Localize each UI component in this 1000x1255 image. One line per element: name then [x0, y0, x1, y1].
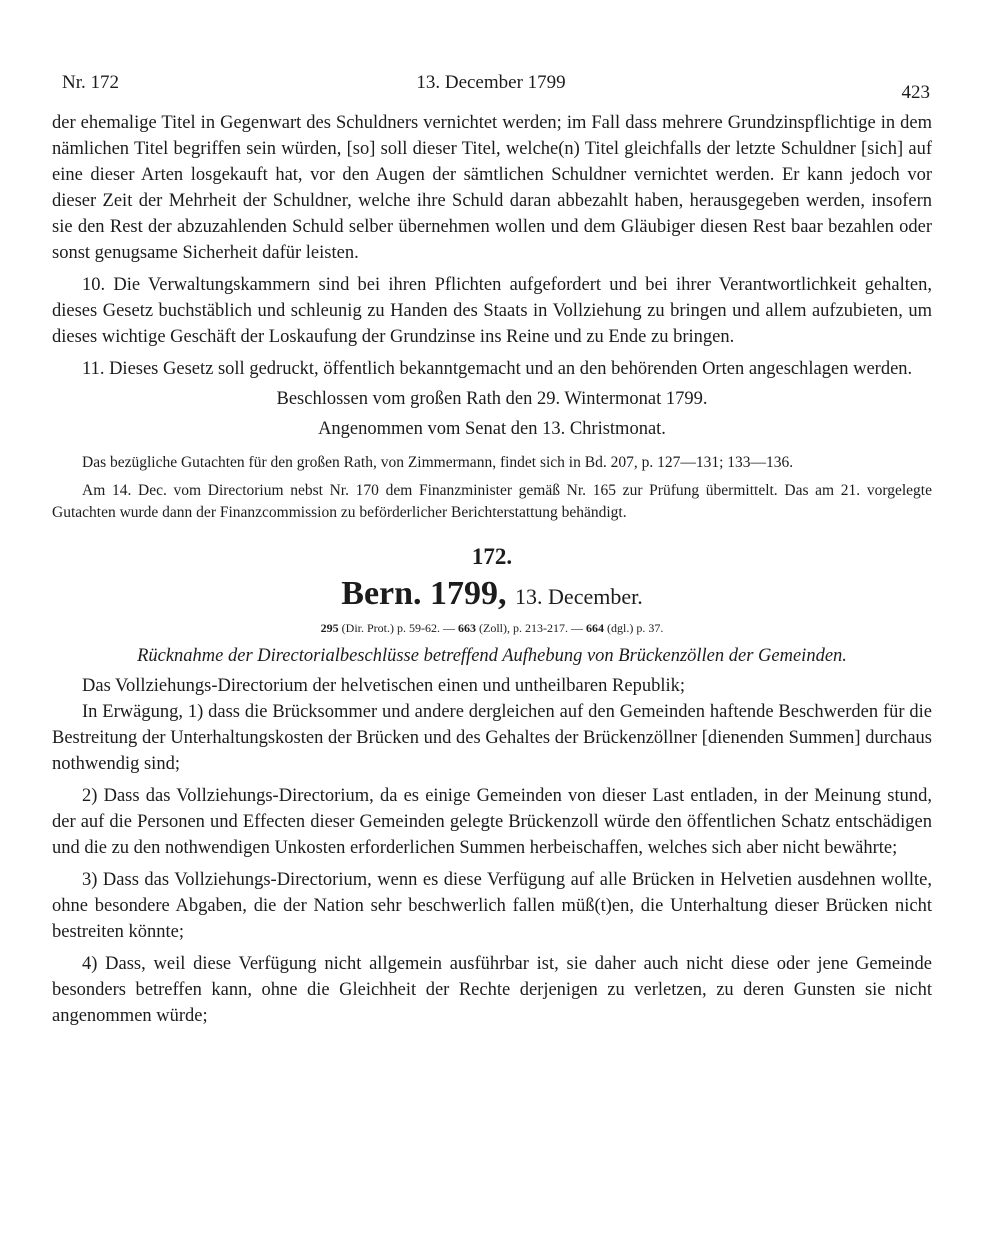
ref-1-text: (Dir. Prot.) p. 59-62. — — [338, 621, 458, 635]
section-number: 172. — [471, 544, 513, 569]
ref-1-number: 295 — [320, 621, 339, 635]
paragraph-continuation: der ehemalige Titel in Gegenwart des Schuldners vernichtet werden; im Fall dass mehrere Grundzinspflichtige in dem nämlichen Titel begriffen sein würden, [so] soll dieser Titel, welche(n) Titel gleichfalls der letzte Schuldner [sich] auf eine dieser Arten losgekauft hat, vor den Augen der sämtlichen Schuldner vernichtet werden. Er kann jedoch vor dieser Zeit der Mehrheit der Schuldner, welche ihre Schuld daran abbezahlt haben, herausgegeben werden, insofern sie den Rest der abzuzahlenden Schuld selber übernehmen wollen und dem Gläubiger diesen Rest baar bezahlen oder sonst genugsame Sicherheit dafür leisten. — [52, 113, 932, 263]
document-number: Nr. 172 — [62, 72, 119, 93]
ref-2-number: 663 — [458, 621, 476, 635]
angenommen-line: Angenommen vom Senat den 13. Christmonat. — [318, 419, 666, 439]
paragraph-consideration-1: In Erwägung, 1) dass die Brücksommer und andere dergleichen auf den Gemeinden haftende Beschwerden für die Bestreitung der Unterhaltungskosten der Brücken und des Gehaltes der Brückenzöllner [dienenden Summen] durchaus nothwendig sind; — [52, 702, 932, 774]
header-date: 13. December 1799 — [416, 72, 566, 93]
ref-3-text: (dgl.) p. 37. — [604, 621, 664, 635]
page-body — [52, 110, 932, 1029]
paragraph-consideration-4: 4) Dass, weil diese Verfügung nicht allgemein ausführbar ist, sie daher auch nicht diese oder jene Gemeinde besonders betreffen kann, ohne die Gleichheit der Rechte derjenigen zu verletzen, zu deren Gunsten sie nicht angenommen würde; — [52, 954, 932, 1026]
ref-3-number: 664 — [586, 621, 604, 635]
section-heading — [52, 574, 932, 617]
beschlossen-line: Beschlossen vom großen Rath den 29. Wintermonat 1799. — [276, 389, 708, 409]
ref-2-text: (Zoll), p. 213-217. — — [476, 621, 586, 635]
paragraph-consideration-2: 2) Dass das Vollziehungs-Directorium, da es einige Gemeinden von dieser Last entladen, in der Meinung stund, der auf die Personen und Effecten dieser Gemeinden gelegte Brückenzoll würde den öffentlichen Schatz entschädigen und die zu den nothwendigen Unkosten erforderlichen Summen herbeischaffen, welches sich aber nicht bewährte; — [52, 786, 932, 858]
paragraph-11: 11. Dieses Gesetz soll gedruckt, öffentlich bekanntgemacht und an den behörenden Orten angeschlagen werden. — [82, 359, 913, 379]
section-date: 13. December. — [515, 584, 643, 609]
note-directorium: Am 14. Dec. vom Directorium nebst Nr. 170 dem Finanzminister gemäß Nr. 165 zur Prüfung übermittelt. Das am 21. vorgelegte Gutachten wurde dann der Finanzcommission zu beförderlicher Berichterstattung behändigt. — [52, 482, 932, 521]
archive-references — [52, 619, 932, 637]
paragraph-intro: Das Vollziehungs-Directorium der helvetischen einen und untheilbaren Republik; — [82, 676, 685, 696]
page-header — [52, 72, 930, 103]
paragraph-consideration-3: 3) Dass das Vollziehungs-Directorium, wenn es diese Verfügung auf alle Brücken in Helvetien ausdehnen wollte, ohne besondere Abgaben, die der Nation sehr beschwerlich fallen müß(t)en, die Unterhaltung dieser Brücken nicht bestreiten könnte; — [52, 870, 932, 942]
paragraph-10: 10. Die Verwaltungskammern sind bei ihren Pflichten aufgefordert und bei ihrer Verantwortlichkeit gehalten, dieses Gesetz buchstäblich und schleunig zu Handen des Staats in Vollziehung zu bringen und allem aufzubieten, um dieses wichtige Geschäft der Loskaufung der Grundzinse ins Reine und zu Ende zu bringen. — [52, 275, 932, 347]
section-place-year: Bern. 1799, — [341, 575, 507, 612]
section-title: Rücknahme der Directorialbeschlüsse betreffend Aufhebung von Brückenzöllen der Gemeinden. — [137, 646, 847, 666]
note-gutachten: Das bezügliche Gutachten für den großen Rath, von Zimmermann, findet sich in Bd. 207, p. 127—131; 133—136. — [82, 454, 794, 471]
page-number: 423 — [901, 82, 930, 103]
